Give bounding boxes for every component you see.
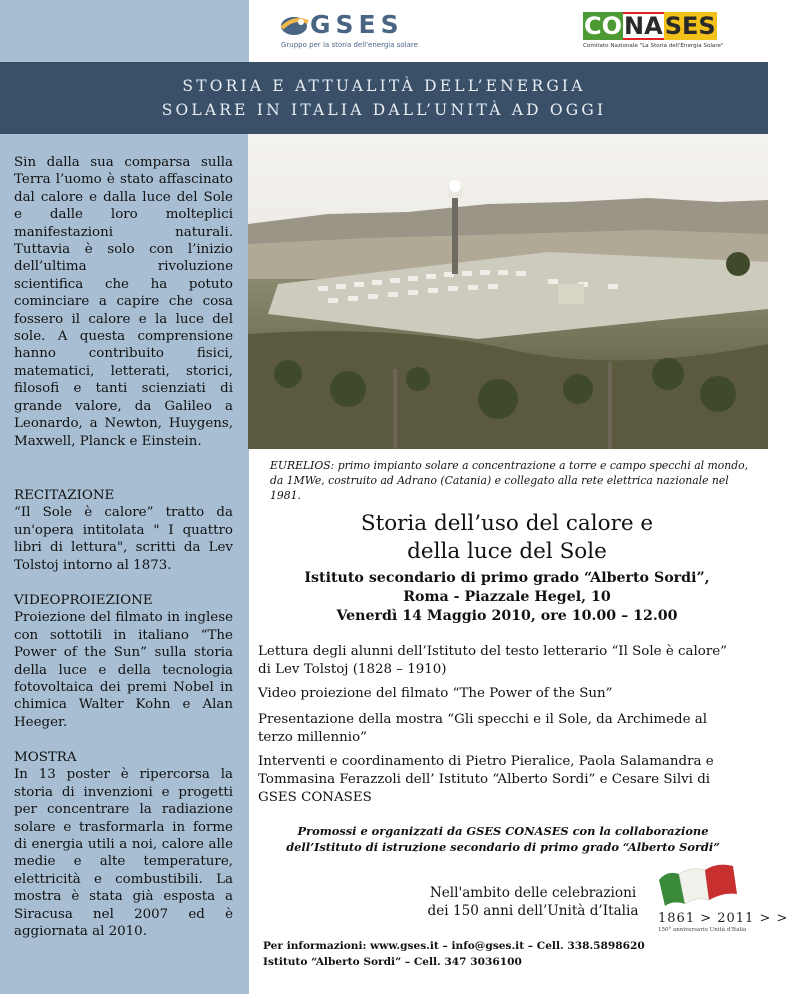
section-heading: VIDEOPROIEZIONE	[14, 593, 153, 608]
section-heading: MOSTRA	[14, 750, 77, 765]
sidebar-section-videoproiezione	[14, 592, 233, 731]
event-title-line-1: Storia dell’uso del calore e	[360, 511, 654, 536]
conases-logo-ses: SES	[664, 12, 716, 40]
gses-logo-name: GSES	[310, 10, 404, 39]
conases-logo-na: NA	[624, 12, 663, 40]
promo-line-1: Promossi e organizzati da GSES CONASES con la collaborazione	[297, 824, 709, 838]
program-item: Presentazione della mostra “Gli specchi e il Sole, da Archimede al terzo millennio”	[258, 712, 708, 745]
promo-line-2: dell’Istituto di istruzione secondario di primo grado “Alberto Sordi”	[286, 839, 720, 854]
banner-line-2: SOLARE IN ITALIA DALL’UNITÀ AD OGGI	[161, 101, 607, 119]
promo-note	[258, 824, 748, 855]
section-text: “Il Sole è calore” tratto da un'opera intitolata " I quattro libri di lettura", scritti da Lev Tolstoj intorno al 1873.	[14, 505, 233, 573]
photo-caption: EURELIOS: primo impianto solare a concentrazione a torre e campo specchi al mondo, da 1MWe, costruito ad Adrano (Catania) e collegato alla rete elettrica nazionale nel 1981.	[270, 459, 749, 502]
solar-plant-photo	[248, 134, 768, 449]
title-banner	[0, 62, 768, 134]
contact-line-1: Per informazioni: www.gses.it – info@gses.it – Cell. 338.5898620	[263, 940, 645, 952]
sun-swoosh-icon	[280, 14, 310, 36]
event-venue-line-2: Roma - Piazzale Hegel, 10	[403, 589, 611, 605]
program-item: Interventi e coordinamento di Pietro Pieralice, Paola Salamandra e Tommasina Ferazzoli dell’ Istituto “Alberto Sordi” e Cesare Silvi di GSES CONASES	[258, 754, 714, 805]
sidebar-section-mostra	[14, 749, 233, 940]
program-item: Video proiezione del filmato “The Power of the Sun”	[258, 686, 613, 701]
sidebar-intro-text: Sin dalla sua comparsa sulla Terra l’uomo è stato affascinato dal calore e dalla luce del Sole e dalle loro molteplici manifestazioni naturali. Tuttavia è solo con l’inizio dell’ultima rivoluzione scientifica che ha potuto cominciare a capire che cosa fossero il calore e la luce del sole. A questa comprensione hanno contribuito fisici, matematici, letterati, storici, filosofi e tanti scienziati di grande valore, da Galileo a Leonardo, a Newton, Huygens, Maxwell, Planck e Einstein.	[14, 155, 233, 449]
program-item: Lettura degli alunni dell’Istituto del testo letterario “Il Sole è calore” di Lev Tolstoj (1828 – 1910)	[258, 644, 728, 677]
conases-logo-co: CO	[584, 12, 623, 40]
conases-logo	[583, 12, 733, 52]
celebration-line-2: dei 150 anni dell’Unità d’Italia	[427, 903, 639, 919]
celebration-line-1: Nell'ambito delle celebrazioni	[429, 885, 637, 901]
event-venue	[262, 569, 752, 626]
contact-line-2: Istituto “Alberto Sordi” – Cell. 347 3036100	[263, 956, 522, 968]
banner-line-1: STORIA E ATTUALITÀ DELL’ENERGIA	[182, 77, 586, 95]
section-text: In 13 poster è ripercorsa la storia di invenzioni e progetti per concentrare la radiazione solare e trasformarla in forme di energia utili a noi, calore alle medie e alte temperature, elettricità e combustibili. La mostra è stata già esposta a Siracusa nel 2007 ed è aggiornata al 2010.	[14, 767, 233, 940]
event-title-line-2: della luce del Sole	[407, 539, 607, 564]
gses-logo-tagline: Gruppo per la storia dell'energia solare	[281, 41, 418, 49]
celebration-note	[418, 884, 648, 920]
sidebar-section-recitazione	[14, 487, 233, 574]
sidebar-intro	[14, 154, 233, 450]
gses-logo	[280, 8, 425, 52]
anniversary-years: 1861 > 2011 > >	[658, 911, 788, 926]
event-title	[262, 510, 752, 566]
event-date: Venerdì 14 Maggio 2010, ore 10.00 – 12.00	[336, 608, 678, 624]
italian-flag-icon	[655, 860, 745, 910]
anniversary-subtitle: 150° anniversario Unità d'Italia	[658, 927, 747, 933]
section-heading: RECITAZIONE	[14, 488, 115, 503]
event-venue-line-1: Istituto secondario di primo grado “Alberto Sordi”,	[304, 570, 710, 586]
section-text: Proiezione del filmato in inglese con sottotili in italiano “The Power of the Sun” sulla storia della luce e della tecnologia fotovoltaica dei premi Nobel in chimica Walter Kohn e Alan Heeger.	[14, 610, 233, 730]
conases-logo-tagline: Comitato Nazionale "La Storia dell'Energia Solare"	[583, 43, 724, 49]
